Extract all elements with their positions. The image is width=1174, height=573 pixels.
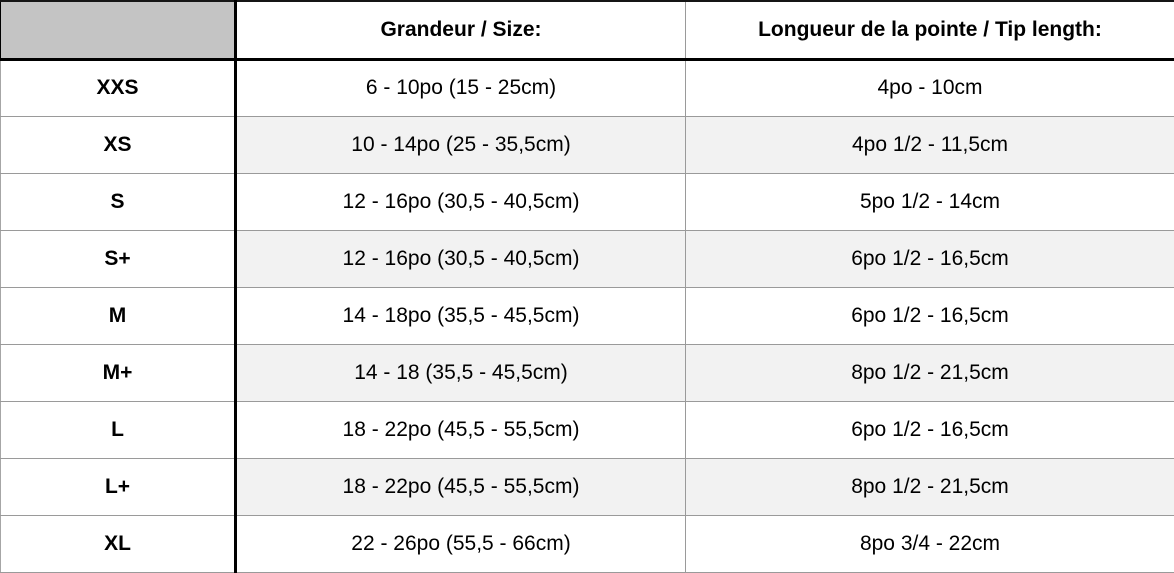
tip-length-cell: 8po 1/2 - 21,5cm xyxy=(686,344,1174,401)
tip-length-cell: 6po 1/2 - 16,5cm xyxy=(686,401,1174,458)
row-label: L xyxy=(1,401,236,458)
table-row-s xyxy=(1,173,1174,230)
size-range-cell: 14 - 18 (35,5 - 45,5cm) xyxy=(236,344,686,401)
table-row-l xyxy=(1,401,1174,458)
table-row-xxs xyxy=(1,59,1174,116)
size-range-cell: 10 - 14po (25 - 35,5cm) xyxy=(236,116,686,173)
size-range-cell: 12 - 16po (30,5 - 40,5cm) xyxy=(236,230,686,287)
header-row xyxy=(1,1,1174,59)
table-row-l-plus xyxy=(1,458,1174,515)
row-label: XXS xyxy=(1,59,236,116)
tip-length-cell: 4po - 10cm xyxy=(686,59,1174,116)
row-label: XS xyxy=(1,116,236,173)
size-range-cell: 22 - 26po (55,5 - 66cm) xyxy=(236,515,686,572)
size-range-cell: 12 - 16po (30,5 - 40,5cm) xyxy=(236,173,686,230)
row-label: S xyxy=(1,173,236,230)
table-row-xl xyxy=(1,515,1174,572)
table-row-m-plus xyxy=(1,344,1174,401)
table-row-xs xyxy=(1,116,1174,173)
row-label: M xyxy=(1,287,236,344)
size-range-cell: 18 - 22po (45,5 - 55,5cm) xyxy=(236,458,686,515)
row-label: L+ xyxy=(1,458,236,515)
column-header-tip-length: Longueur de la pointe / Tip length: xyxy=(686,1,1174,59)
row-label: XL xyxy=(1,515,236,572)
tip-length-cell: 6po 1/2 - 16,5cm xyxy=(686,287,1174,344)
size-range-cell: 6 - 10po (15 - 25cm) xyxy=(236,59,686,116)
size-range-cell: 18 - 22po (45,5 - 55,5cm) xyxy=(236,401,686,458)
tip-length-cell: 6po 1/2 - 16,5cm xyxy=(686,230,1174,287)
size-range-cell: 14 - 18po (35,5 - 45,5cm) xyxy=(236,287,686,344)
row-label: M+ xyxy=(1,344,236,401)
tip-length-cell: 4po 1/2 - 11,5cm xyxy=(686,116,1174,173)
corner-cell xyxy=(1,1,236,59)
tip-length-cell: 8po 3/4 - 22cm xyxy=(686,515,1174,572)
row-label: S+ xyxy=(1,230,236,287)
table-row-s-plus xyxy=(1,230,1174,287)
tip-length-cell: 8po 1/2 - 21,5cm xyxy=(686,458,1174,515)
table-row-m xyxy=(1,287,1174,344)
tip-length-cell: 5po 1/2 - 14cm xyxy=(686,173,1174,230)
column-header-size: Grandeur / Size: xyxy=(236,1,686,59)
